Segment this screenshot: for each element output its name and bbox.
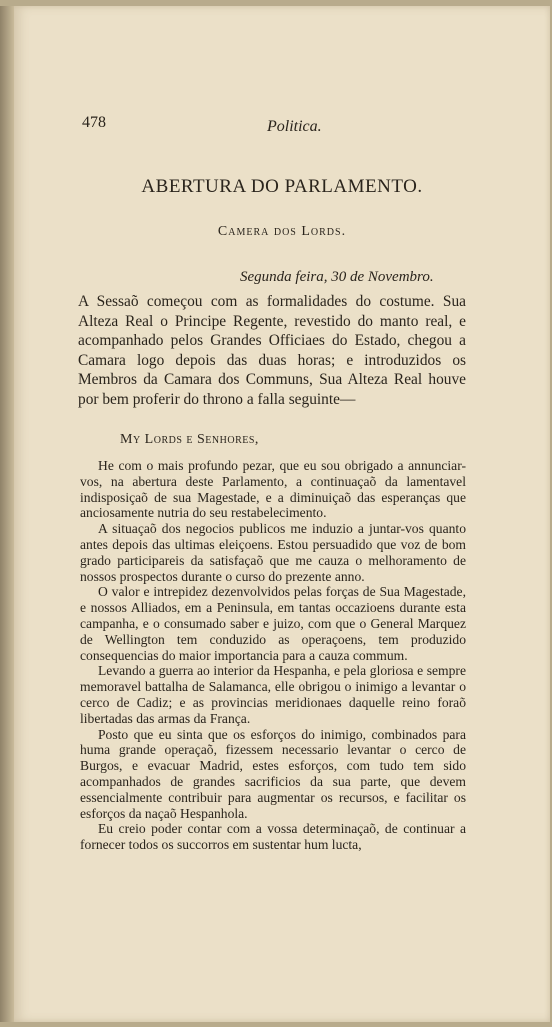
intro-paragraph: A Sessaõ começou com as formalidades do costume. Sua Alteza Real o Principe Regente, revestido do manto real, e acompanhado pelos Grandes Officiaes do Estado, chegou a Camara logo depois das duas horas; e introduzidos os Membros da Camara dos Communs, Sua Alteza Real houve por bem proferir do throno a falla seguinte— [78,293,466,408]
speech-body [80,458,466,853]
speech-paragraph: Levando a guerra ao interior da Hespanha, e pela gloriosa e sempre memoravel battalha de Salamanca, elle obrigou o inimigo a levantar o cerco de Cadiz; e as provincias meridionaes daquelle reino foraõ libertadas das armas da França. [80,663,466,726]
speech-paragraph: He com o mais profundo pezar, que eu sou obrigado a annunciar-vos, na abertura deste Parlamento, a continuaçaõ da lamentavel indisposiçaõ de sua Magestade, e a diminuiçaõ das esperanças que anciosamente nutria do seu restabelecimento. [80,458,466,521]
article-title: ABERTURA DO PARLAMENTO. [141,176,423,197]
running-head [82,114,482,140]
section-name: Politica. [267,118,322,135]
book-page [14,6,550,1022]
speech-paragraph: Eu creio poder contar com a vossa determinaçaõ, de continuar a fornecer todos os succorros em sustentar hum lucta, [80,821,466,853]
book-spine-edge [0,6,14,1022]
speech-paragraph: O valor e intrepidez dezenvolvidos pelas forças de Sua Magestade, e nossos Alliados, em a Peninsula, em tantas occazioens durante esta campanha, e o consumado saber e juizo, com que o General Marquez de Wellington tem conduzido as operaçoens, tem produzido consequencias do maior importancia para a cauza commum. [80,584,466,663]
article-subtitle: Camera dos Lords. [217,224,347,239]
speech-paragraph: A situaçaõ dos negocios publicos me induzio a juntar-vos quanto antes depois das ultimas eleiçoens. Estou persuadido que voz de bom grado participareis da satisfaçaõ que me cauza o melhoramento de nossos prospectos durante o curso do prezente anno. [80,521,466,584]
speech-paragraph: Posto que eu sinta que os esforços do inimigo, combinados para huma grande operaçaõ, fizessem necessario levantar o cerco de Burgos, e evacuar Madrid, estes esforços, com tudo tem sido acompanhados de grandes sacrificios da sua parte, que devem essencialmente contribuir para augmentar os recursos, e facilitar os esforços da naçaõ Hespanhola. [80,726,466,821]
dateline: Segunda feira, 30 de Novembro. [240,269,434,285]
page-number: 478 [82,114,106,131]
speech-address: My Lords e Senhores, [120,432,259,447]
